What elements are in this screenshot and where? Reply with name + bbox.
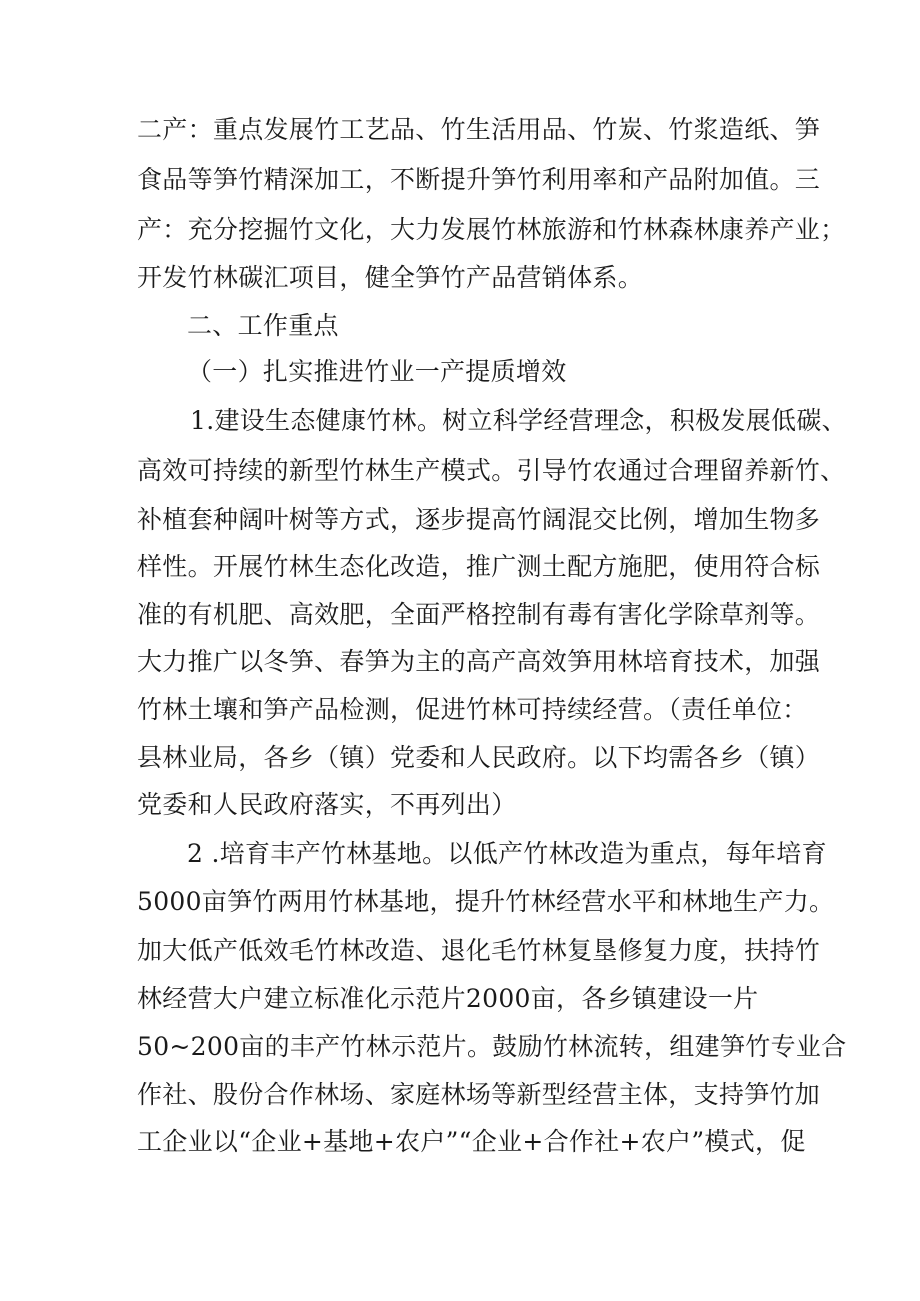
paragraph-line: 准的有机肥、高效肥，全面严格控制有毒有害化学除草剂等。 bbox=[137, 600, 821, 629]
paragraph-line: 大力推广以冬笋、春笋为主的高产高效笋用林培育技术，加强 bbox=[137, 647, 821, 676]
paragraph-line: 作社、股份合作林场、家庭林场等新型经营主体，支持笋竹加 bbox=[137, 1080, 821, 1109]
subsection-heading: （一）扎实推进竹业一产提质增效 bbox=[187, 357, 567, 386]
paragraph-line: 二产：重点发展竹工艺品、竹生活用品、竹炭、竹浆造纸、笋 bbox=[137, 115, 821, 144]
paragraph-line: 县林业局，各乡（镇）党委和人民政府。以下均需各乡（镇） bbox=[137, 743, 821, 772]
paragraph-line: 样性。开展竹林生态化改造，推广测土配方施肥，使用符合标 bbox=[137, 552, 821, 581]
paragraph-line: 产：充分挖掘竹文化，大力发展竹林旅游和竹林森林康养产业； bbox=[137, 215, 846, 244]
paragraph-line: 5000亩笋竹两用竹林基地，提升竹林经营水平和林地生产力。 bbox=[137, 887, 835, 916]
paragraph-line: 林经营大户建立标准化示范片2000亩，各乡镇建设一片 bbox=[137, 984, 759, 1013]
paragraph-line: 工企业以“企业+基地+农户”“企业+合作社+农户”模式，促 bbox=[137, 1127, 806, 1156]
paragraph-line: 竹林土壤和笋产品检测，促进竹林可持续经营。（责任单位： bbox=[137, 695, 808, 724]
paragraph-line: 加大低产低效毛竹林改造、退化毛竹林复垦修复力度，扶持竹 bbox=[137, 936, 821, 965]
paragraph-line: 50~200亩的丰产竹林示范片。鼓励竹林流转，组建笋竹专业合 bbox=[137, 1032, 847, 1061]
paragraph-line: 食品等笋竹精深加工，不断提升笋竹利用率和产品附加值。三 bbox=[137, 165, 821, 194]
section-heading: 二、工作重点 bbox=[187, 311, 339, 340]
paragraph-line: 补植套种阔叶树等方式，逐步提高竹阔混交比例，增加生物多 bbox=[137, 505, 821, 534]
paragraph-line: 高效可持续的新型竹林生产模式。引导竹农通过合理留养新竹、 bbox=[137, 456, 846, 485]
paragraph-line: 党委和人民政府落实，不再列出） bbox=[137, 790, 517, 819]
paragraph-line: 2 .培育丰产竹林基地。以低产竹林改造为重点，每年培育 bbox=[187, 839, 827, 868]
paragraph-line: 1.建设生态健康竹林。树立科学经营理念，积极发展低碳、 bbox=[190, 406, 847, 435]
paragraph-line: 开发竹林碳汇项目，健全笋竹产品营销体系。 bbox=[137, 263, 644, 292]
